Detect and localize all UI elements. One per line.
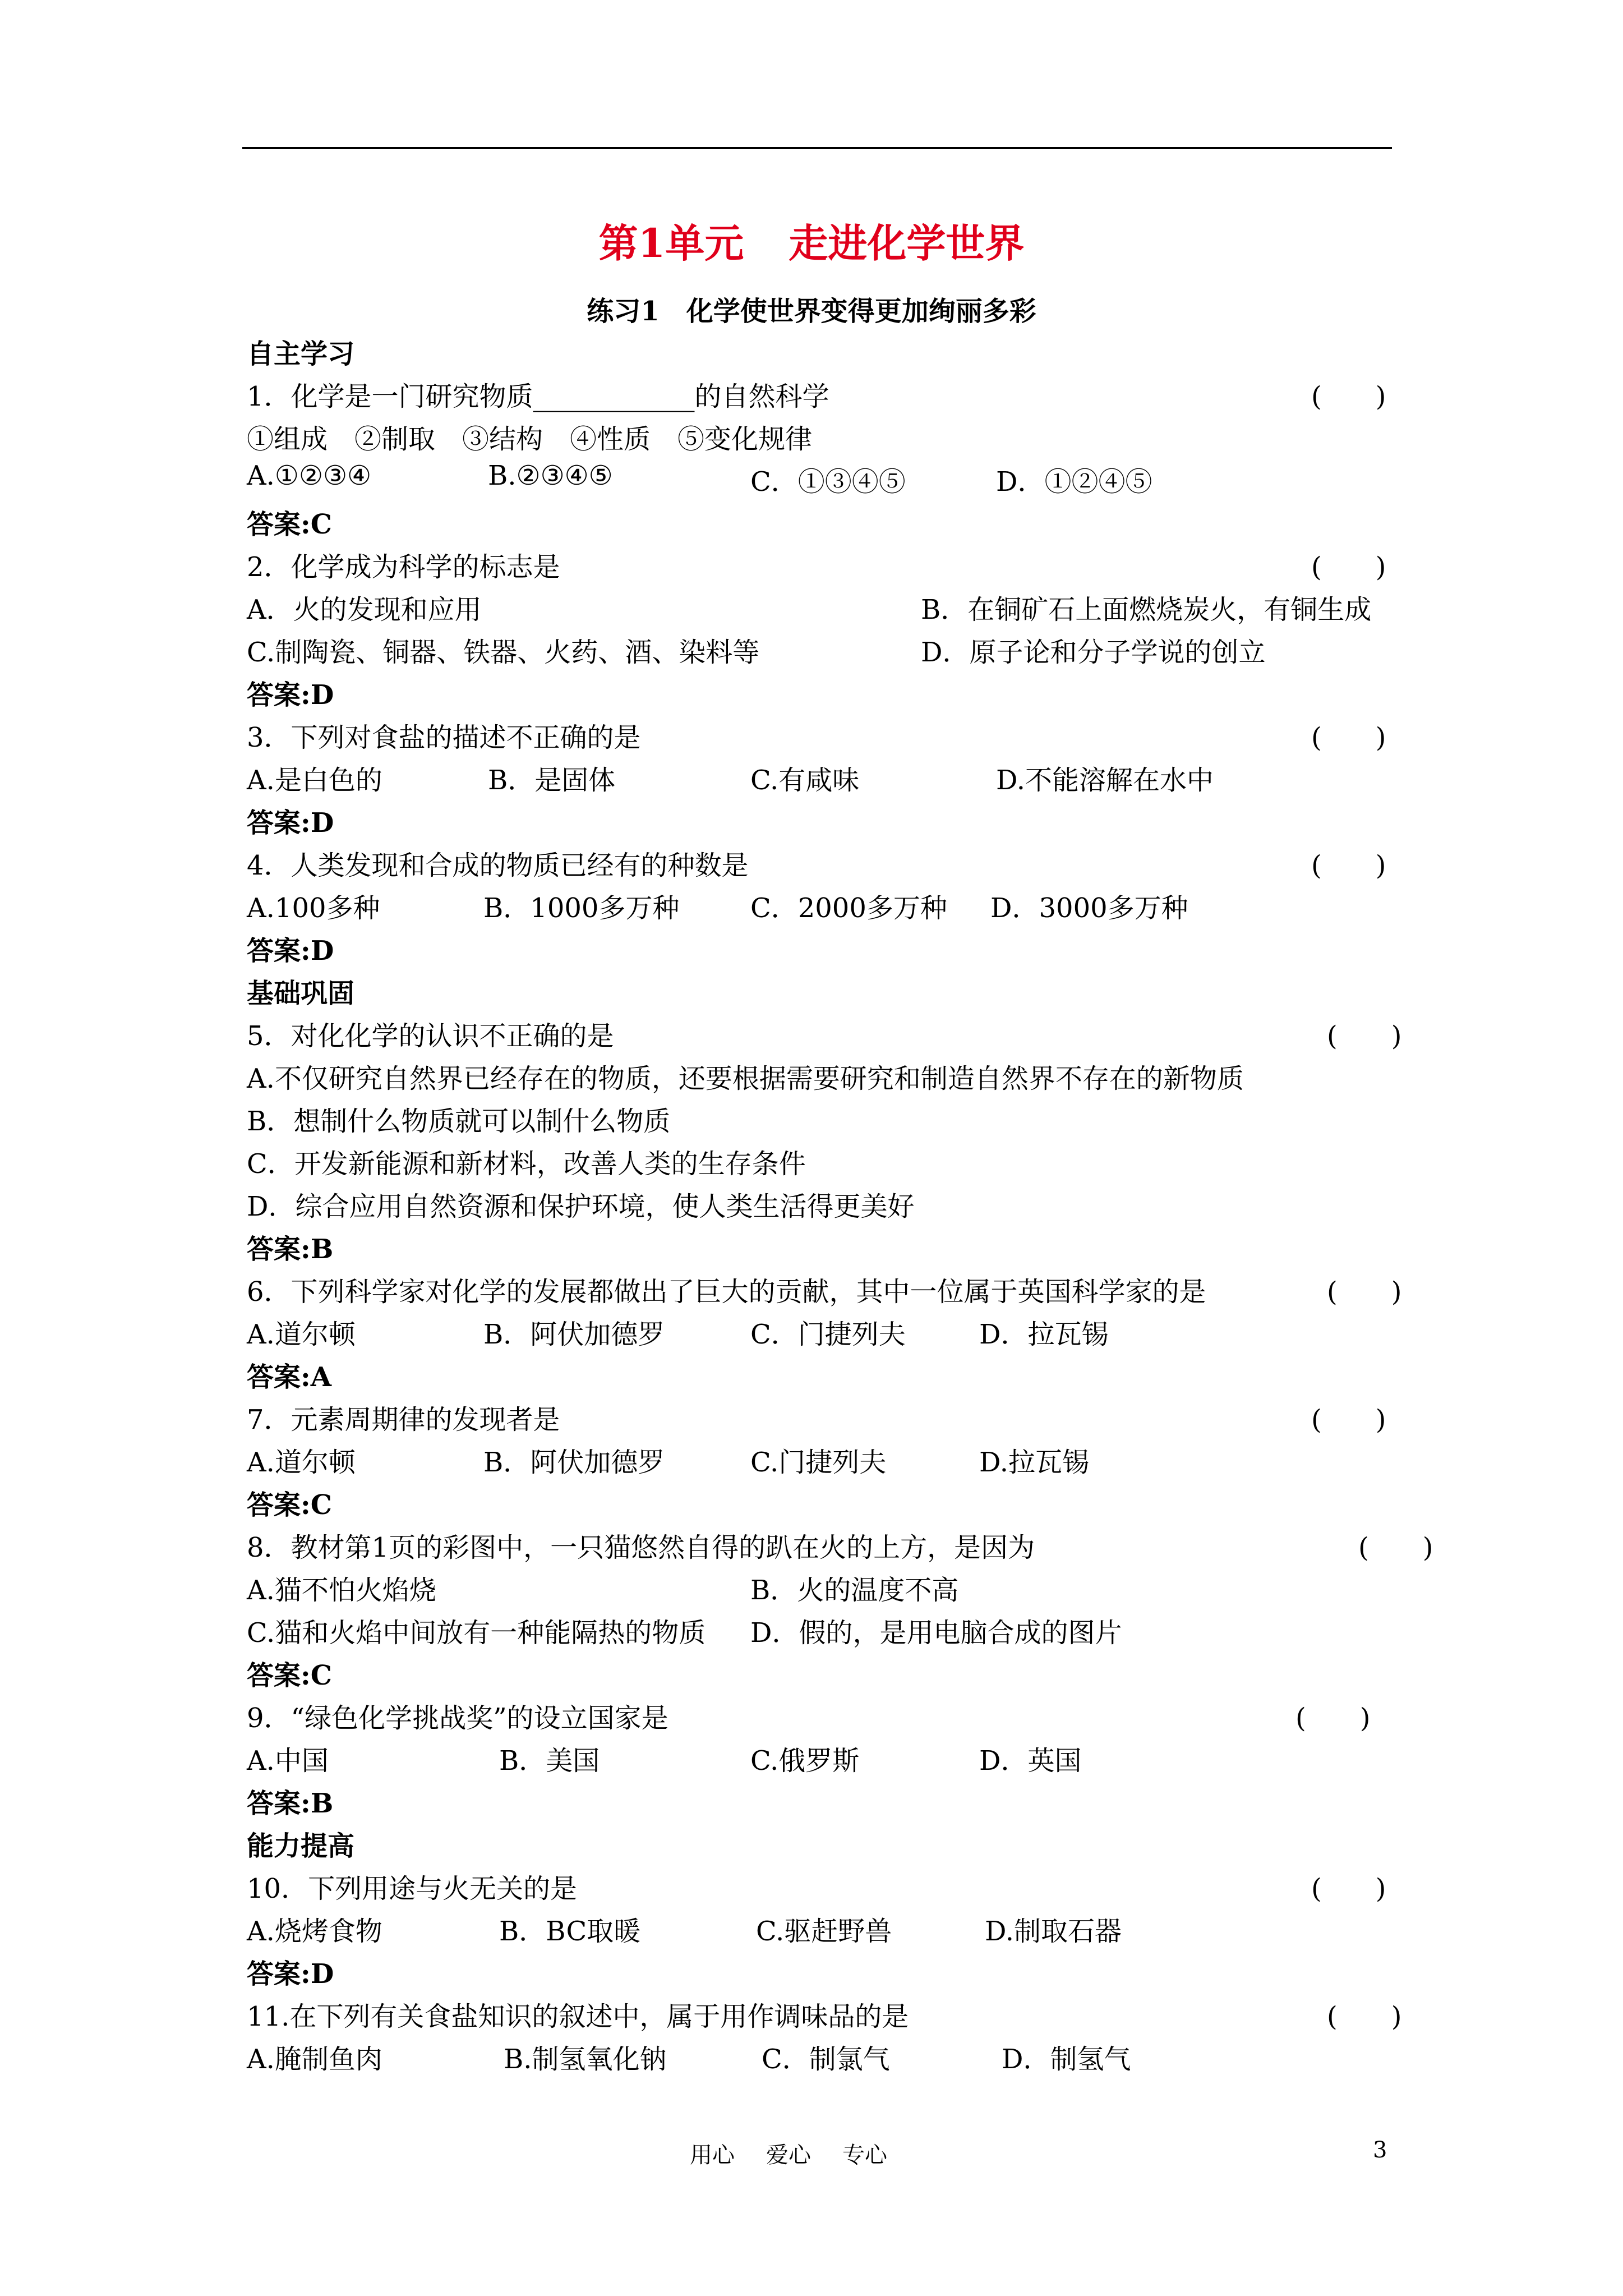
option-a: A.不仅研究自然界已经存在的物质，还要根据需要研究和制造自然界不存在的新物质 [247,1063,1244,1094]
option-b: B．是固体 [488,765,616,796]
footer-word: 专心 [842,2142,887,2168]
page-number: 3 [1373,2137,1387,2163]
header-rule [242,147,1392,149]
option-c: C.猫和火焰中间放有一种能隔热的物质 [247,1617,706,1649]
option-a: A.中国 [247,1745,329,1777]
option-c: C.有咸味 [750,765,860,796]
answer-bracket: ( ) [1311,551,1386,583]
answer: 答案:B [247,1788,334,1819]
option-d: D．3000多万种 [990,892,1188,924]
option-a: A.①②③④ [247,460,372,491]
question-stem: 7．元素周期律的发现者是 [247,1404,560,1435]
option-c: C．2000多万种 [750,892,947,924]
option-c: C.驱赶野兽 [756,1916,892,1947]
answer: 答案:B [247,1234,334,1265]
answer-bracket: ( ) [1311,850,1386,881]
option-d: D．假的，是用电脑合成的图片 [750,1617,1122,1649]
question-stem: 8．教材第1页的彩图中，一只猫悠然自得的趴在火的上方，是因为 [247,1532,1035,1563]
answer-bracket: ( ) [1327,1020,1402,1052]
option-b: B．火的温度不高 [750,1575,959,1606]
answer-bracket: ( ) [1327,1276,1402,1308]
question-stem: 9．“绿色化学挑战奖”的设立国家是 [247,1703,668,1734]
answer-bracket: ( ) [1311,381,1386,412]
section-heading: 能力提高 [247,1830,355,1862]
answer-bracket: ( ) [1311,722,1386,753]
option-b: B．在铜矿石上面燃烧炭火，有铜生成 [921,594,1372,625]
option-a: A.100多种 [247,892,380,924]
section-heading: 基础巩固 [247,978,355,1009]
answer: 答案:C [247,509,332,540]
option-a: A.道尔顿 [247,1319,356,1350]
option-d: D.不能溶解在水中 [996,765,1214,796]
option-b: B.制氢氧化钠 [504,2044,667,2075]
option-a: A.是白色的 [247,765,382,796]
option-b: B．BC取暖 [499,1916,641,1947]
answer: 答案:D [247,807,334,839]
option-c: C.门捷列夫 [750,1447,887,1478]
unit-title [0,212,1623,269]
answer: 答案:D [247,1958,334,1990]
answer-bracket: ( ) [1327,2001,1402,2032]
answer: 答案:D [247,679,334,711]
option-b: B．1000多万种 [483,892,680,924]
option-a: A.道尔顿 [247,1447,356,1478]
question-stem: 11.在下列有关食盐知识的叙述中，属于用作调味品的是 [247,2001,909,2032]
answer: 答案:A [247,1361,331,1393]
option-d: D．综合应用自然资源和保护环境，使人类生活得更美好 [247,1191,915,1222]
answer: 答案:C [247,1660,332,1691]
answer-bracket: ( ) [1358,1532,1433,1563]
answer: 答案:D [247,935,334,967]
answer-bracket: ( ) [1311,1873,1386,1904]
option-d: D．拉瓦锡 [979,1319,1109,1350]
question-stem: 4．人类发现和合成的物质已经有的种数是 [247,850,749,881]
option-b: B．阿伏加德罗 [483,1447,665,1478]
option-c: C．开发新能源和新材料，改善人类的生存条件 [247,1148,806,1180]
option-d: D．①②④⑤ [996,466,1152,498]
option-d: D．制氢气 [1002,2044,1131,2075]
question-stem: 5．对化化学的认识不正确的是 [247,1020,614,1052]
answer: 答案:C [247,1489,332,1521]
option-a: A.烧烤食物 [247,1916,382,1947]
answer-bracket: ( ) [1311,1404,1386,1435]
question-items: ①组成 ②制取 ③结构 ④性质 ⑤变化规律 [247,424,813,455]
option-a: A．火的发现和应用 [247,594,482,625]
option-c: C．①③④⑤ [750,466,906,498]
footer-word: 爱心 [766,2142,811,2168]
answer-bracket: ( ) [1295,1703,1371,1734]
option-d: D．原子论和分子学说的创立 [921,637,1266,668]
option-c: C.制陶瓷、铜器、铁器、火药、酒、染料等 [247,637,760,668]
option-b: B．想制什么物质就可以制什么物质 [247,1106,671,1137]
question-stem: 1．化学是一门研究物质____________的自然科学 [247,381,829,412]
option-b: B.②③④⑤ [488,460,613,491]
option-d: D.制取石器 [985,1916,1122,1947]
exercise-subtitle: 练习1 化学使世界变得更加绚丽多彩 [587,296,1036,327]
unit-number: 第1单元 [598,220,744,266]
option-b: B．阿伏加德罗 [483,1319,665,1350]
footer-word: 用心 [690,2142,735,2168]
option-c: C.俄罗斯 [750,1745,860,1777]
option-b: B．美国 [499,1745,600,1777]
option-c: C．门捷列夫 [750,1319,906,1350]
question-stem: 3．下列对食盐的描述不正确的是 [247,722,641,753]
unit-name: 走进化学世界 [789,220,1025,266]
option-a: A.猫不怕火焰烧 [247,1575,436,1606]
option-c: C．制氯气 [762,2044,890,2075]
section-heading: 自主学习 [247,338,355,370]
option-d: D.拉瓦锡 [979,1447,1090,1478]
question-stem: 2．化学成为科学的标志是 [247,551,560,583]
question-stem: 6．下列科学家对化学的发展都做出了巨大的贡献，其中一位属于英国科学家的是 [247,1276,1206,1308]
option-d: D．英国 [979,1745,1082,1777]
option-a: A.腌制鱼肉 [247,2044,382,2075]
question-stem: 10．下列用途与火无关的是 [247,1873,578,1904]
page-footer [690,2137,887,2169]
